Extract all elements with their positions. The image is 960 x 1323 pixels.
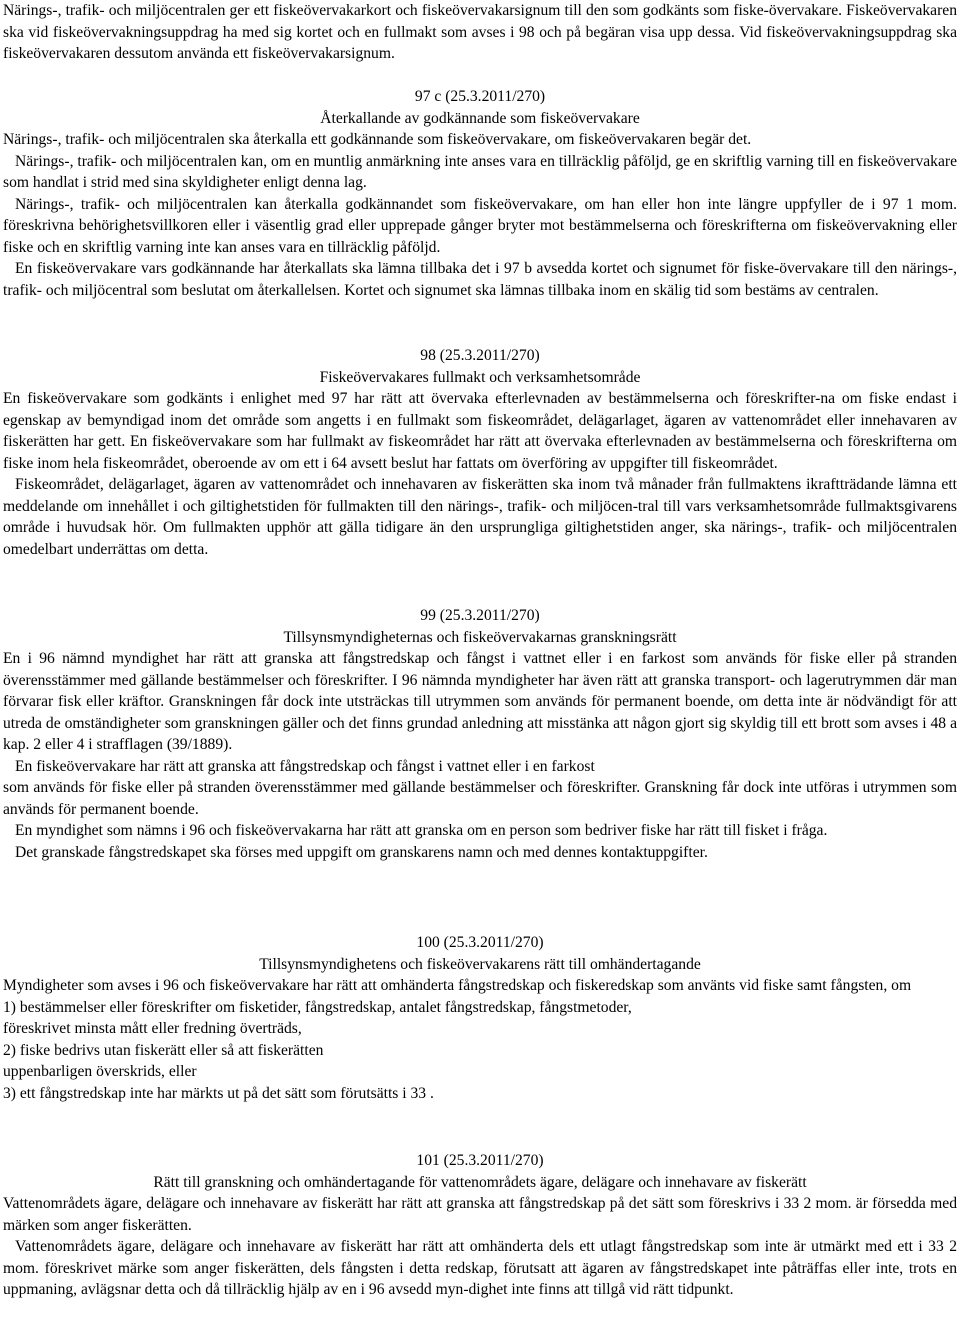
paragraph: En fiskeövervakare som godkänts i enlighet med 97 har rätt att övervaka efterlevnaden av bestämmelserna och föreskrifter-na om fiske endast i egenskap av bemyndigad inom det område som angetts i en fullmakt som fiskeområdet, delägarlaget, ägaren av vattenområdet eller innehavaren av fiskerätten har gett. En fiskeövervakare som har fullmakt av fiskeområdet har rätt att övervaka efterlevnaden av bestämmelserna och föreskrifterna om fiske inom hela fiskeområdet, oberoende av om ett i 64 avsett beslut har fattats om överföring av uppgifter till fiskeområdet.	[3, 390, 957, 472]
paragraph: Vattenområdets ägare, delägare och innehavare av fiskerätt har rätt att omhänderta dels ett utlagt fångstredskap som inte är utmärkt med ett i 33 2 mom. föreskrivet märke som anger fiskerätten, dels fångsten i detta redskap, förutsatt att ägaren av fångstredskapet inte påträffas eller inte, trots en uppmaning, avlägsnar detta och då tillräcklig hjälp av en i 96 avsedd myn-dighet inte finns att tillgå vid rätt tidpunkt.	[3, 1238, 957, 1298]
section-title: Återkallande av godkännande som fiskeövervakare	[320, 109, 640, 127]
paragraph: En i 96 nämnd myndighet har rätt att granska att fångstredskap och fångst i vattnet eller i en farkost som används för fiske eller på stranden överensstämmer med gällande bestämmelser och föreskrifter. I 96 nämnda myndigheter har även rätt att granska transport- och lagerutrymmen där man förvarar fisk eller kräftor. Granskningen får dock inte utsträckas till utrymmen som används för permanent boende, om detta inte är nödvändigt för att utreda de omständigheter som granskningen gäller och det finns grundad anledning att misstänka att någon gjort sig skyldig till ett brott som avses i 48 a kap. 2 eller 4 i strafflagen (39/1889).	[3, 650, 957, 753]
paragraph: Närings-, trafik- och miljöcentralen kan, om en muntlig anmärkning inte anses vara en tillräcklig påföljd, ge en skriftlig varning till en fiskeövervakare som handlat i strid med sina skyldigheter enligt denna lag.	[3, 152, 957, 191]
paragraph: En myndighet som nämns i 96 och fiskeövervakarna har rätt att granska om en person som bedriver fiske har rätt till fisket i fråga.	[15, 822, 828, 839]
paragraph: Närings-, trafik- och miljöcentralen ska återkalla ett godkännande som fiskeövervakare, om fiskeövervakaren begär det.	[3, 131, 752, 148]
section-number: 100 (25.3.2011/270)	[416, 934, 544, 951]
section-101	[3, 1150, 957, 1301]
paragraph: Myndigheter som avses i 96 och fiskeövervakare har rätt att omhänderta fångstredskap och fiskeredskap som använts vid fiske samt fångsten, om	[3, 977, 912, 994]
list-item: 2) fiske bedrivs utan fiskerätt eller så att fiskerätten uppenbarligen överskrids, eller	[3, 1041, 324, 1080]
paragraph: Vattenområdets ägare, delägare och innehavare av fiskerätt har rätt att granska att fångstredskap på det sätt som föreskrivs i 33 2 mom. är försedda med märken som anger fiskerätten.	[3, 1195, 957, 1234]
paragraph: En fiskeövervakare har rätt att granska att fångstredskap och fångst i vattnet eller i en farkost som används för fiske eller på stranden överensstämmer med gällande bestämmelser och föreskrifter. Granskning får dock inte utföras i utrymmen som används för permanent boende.	[3, 757, 957, 818]
section-title: Tillsynsmyndighetens och fiskeövervakarens rätt till omhändertagande	[259, 955, 701, 973]
list-item: 1) bestämmelser eller föreskrifter om fisketider, fångstredskap, antalet fångstredskap, fångstmetoder, föreskrivet minsta mått eller fredning överträds,	[3, 998, 632, 1037]
paragraph: Det granskade fångstredskapet ska förses med uppgift om granskarens namn och med dennes kontaktuppgifter.	[15, 843, 708, 861]
section-98	[3, 345, 957, 560]
section-100	[3, 932, 957, 1104]
section-number: 97 c (25.3.2011/270)	[414, 88, 546, 105]
paragraph: En fiskeövervakare vars godkännande har återkallats ska lämna tillbaka det i 97 b avsedda kortet och signumet för fiske-övervakare till den närings-, trafik- och miljöcentral som beslutat om återkallelsen. Kortet och signumet ska lämnas tillbaka inom en skälig tid som bestäms av centralen.	[3, 260, 957, 299]
section-title: Tillsynsmyndigheternas och fiskeövervakarnas granskningsrätt	[283, 628, 677, 646]
section-number: 99 (25.3.2011/270)	[420, 607, 540, 624]
section-97c	[3, 86, 957, 301]
list-item: 3) ett fångstredskap inte har märkts ut på det sätt som förutsätts i 33 .	[3, 1084, 434, 1102]
section-number: 101 (25.3.2011/270)	[416, 1152, 544, 1169]
paragraph: Närings-, trafik- och miljöcentralen kan återkalla godkännandet som fiskeövervakare, om han eller hon inte längre uppfyller de i 97 1 mom. föreskrivna behörighetsvillkoren eller i väsentlig grad eller upprepade gånger bryter mot bestämmelserna och föreskrifterna om fiskeövervakning eller fiske och en skriftlig varning inte kan anses vara en tillräcklig påföljd.	[3, 195, 957, 256]
paragraph: Fiskeområdet, delägarlaget, ägaren av vattenområdet och innehavaren av fiskerätten ska inom två månader från fullmaktens ikraftträdande lämna ett meddelande om innehållet i och giltighetstiden för fullmakten till den närings-, trafik- och miljöcen-tral till vars verksamhetsområde fullmaktsgivarens område i huvudsak hör. Om fullmakten upphör att gälla tidigare än den ursprungliga giltighetstiden anger, ska närings-, trafik- och miljöcentralen omedelbart underrättas om detta.	[3, 476, 957, 558]
section-99	[3, 605, 957, 863]
section-title: Rätt till granskning och omhändertagande för vattenområdets ägare, delägare och innehavare av fiskerätt	[153, 1173, 807, 1191]
section-number: 98 (25.3.2011/270)	[420, 347, 540, 364]
paragraph: Närings-, trafik- och miljöcentralen ger ett fiskeövervakarkort och fiskeövervakarsignum till den som godkänts som fiske-övervakare. Fiskeövervakaren ska vid fiskeövervakningsuppdrag ha med sig kortet och en fullmakt som avses i 98 och på begäran visa upp dessa. Vid fiskeövervakningsuppdrag ska fiskeövervakaren dessutom använda ett fiskeövervakarsignum.	[3, 2, 957, 62]
section-title: Fiskeövervakares fullmakt och verksamhetsområde	[319, 368, 641, 386]
section-97b-tail	[3, 0, 957, 65]
